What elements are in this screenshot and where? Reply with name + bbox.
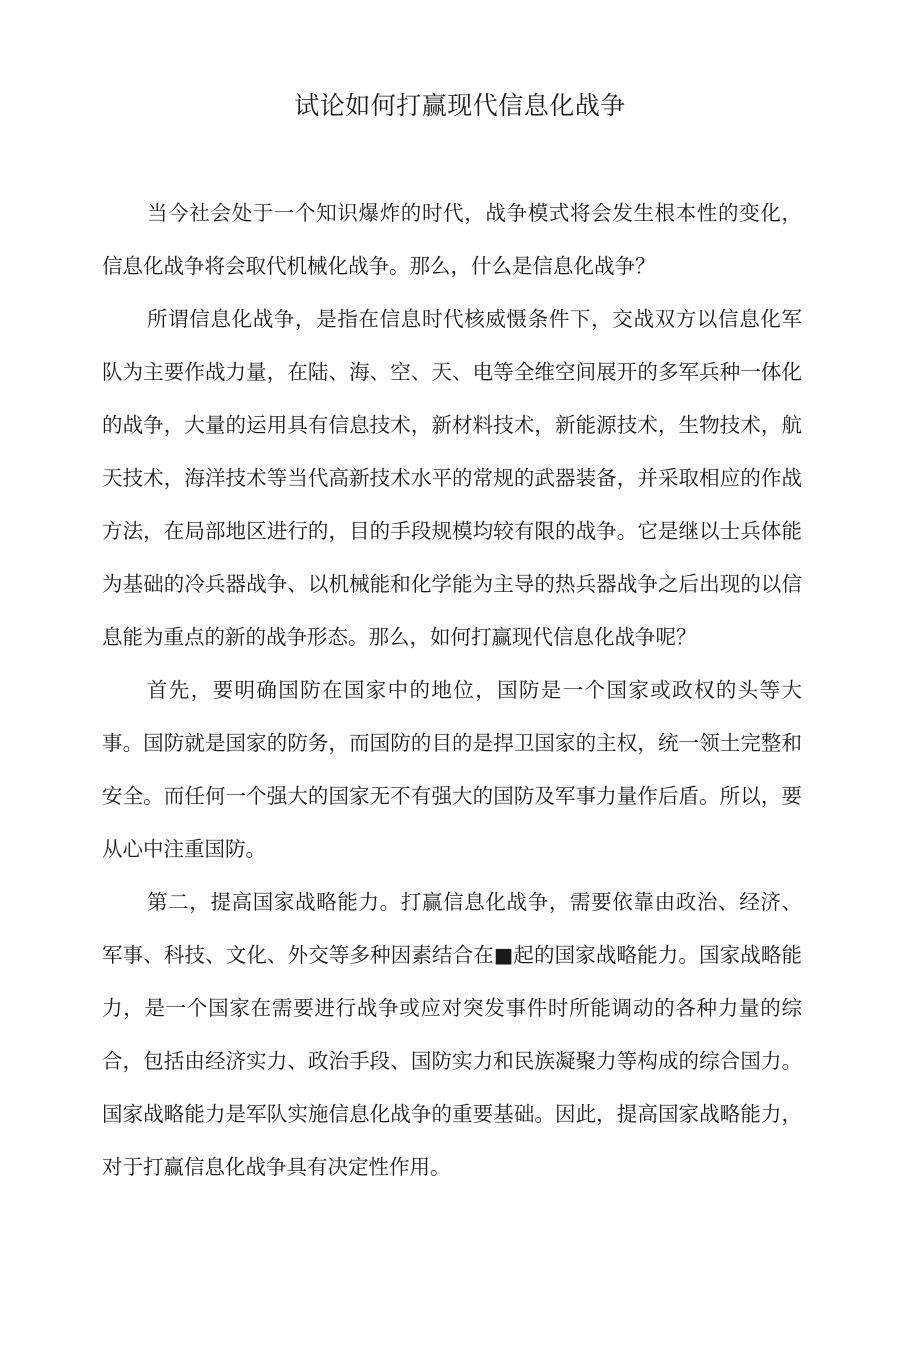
document-title: 试论如何打赢现代信息化战争	[294, 91, 626, 120]
document-body	[102, 187, 802, 1194]
paragraph-second-point: 第二，提高国家战略能力。打赢信息化战争，需要依靠由政治、经济、军事、科技、文化、外交等多种因素结合在■起的国家战略能力。国家战略能力，是一个国家在需要进行战争或应对突发事件时所能调动的各种力量的综合，包括由经济实力、政治手段、国防实力和民族凝聚力等构成的综合国力。国家战略能力是军队实施信息化战争的重要基础。因此，提高国家战略能力，对于打赢信息化战争具有决定性作用。	[102, 890, 802, 1179]
paragraph-first-point: 首先，要明确国防在国家中的地位，国防是一个国家或政权的头等大事。国防就是国家的防务，而国防的目的是捍卫国家的主权，统一领土完整和安全。而任何一个强大的国家无不有强大的国防及军事力量作后盾。所以，要从心中注重国防。	[102, 678, 802, 861]
paragraph-definition: 所谓信息化战争，是指在信息时代核威慑条件下，交战双方以信息化军队为主要作战力量，在陆、海、空、天、电等全维空间展开的多军兵种一体化的战争，大量的运用具有信息技术，新材料技术，新能源技术，生物技术，航天技术，海洋技术等当代高新技术水平的常规的武器装备，并采取相应的作战方法，在局部地区进行的，目的手段规模均较有限的战争。它是继以士兵体能为基础的冷兵器战争、以机械能和化学能为主导的热兵器战争之后出现的以信息能为重点的新的战争形态。那么，如何打赢现代信息化战争呢？	[102, 307, 802, 649]
paragraph-intro: 当今社会处于一个知识爆炸的时代，战争模式将会发生根本性的变化，信息化战争将会取代机械化战争。那么，什么是信息化战争？	[102, 201, 802, 278]
